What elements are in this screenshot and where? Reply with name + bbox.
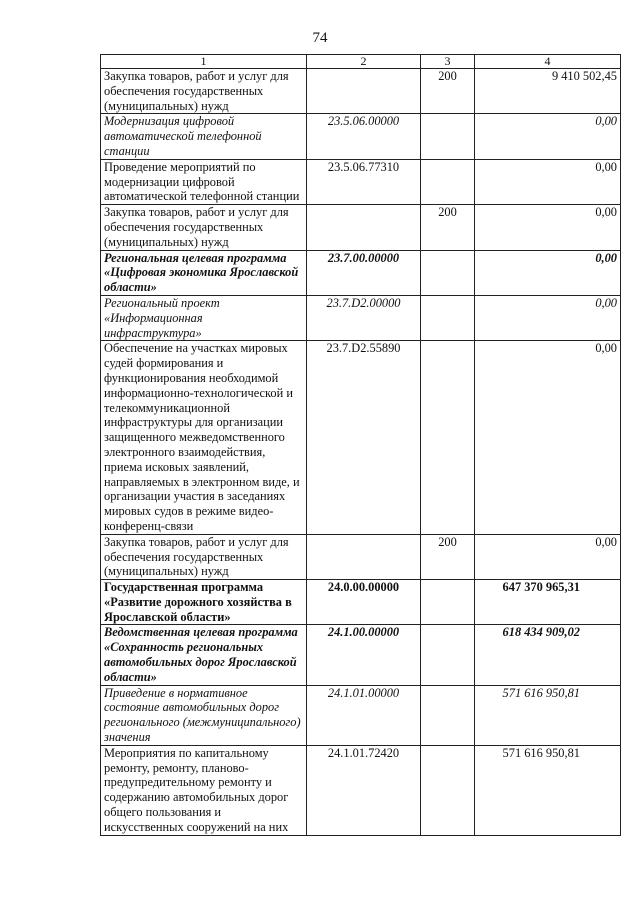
row-code: 24.1.01.72420 (307, 745, 421, 835)
row-type (421, 580, 475, 625)
table-row (101, 205, 621, 250)
row-sum: 0,00 (475, 205, 621, 250)
row-code: 23.7.00.00000 (307, 250, 421, 295)
table-row (101, 580, 621, 625)
row-name: Модернизация цифровой автоматической телефонной станции (101, 114, 307, 159)
row-name: Закупка товаров, работ и услуг для обеспечения государственных (муниципальных) нужд (101, 534, 307, 579)
row-sum: 0,00 (475, 250, 621, 295)
table-row (101, 69, 621, 114)
row-type (421, 341, 475, 534)
row-sum: 0,00 (475, 534, 621, 579)
row-sum: 0,00 (475, 114, 621, 159)
row-sum: 9 410 502,45 (475, 69, 621, 114)
row-sum: 571 616 950,81 (475, 745, 621, 835)
row-type: 200 (421, 205, 475, 250)
table-row (101, 685, 621, 745)
row-name: Проведение мероприятий по модернизации цифровой автоматической телефонной станции (101, 159, 307, 204)
row-code (307, 69, 421, 114)
row-sum: 618 434 909,02 (475, 625, 621, 685)
row-code: 23.5.06.00000 (307, 114, 421, 159)
row-code: 23.7.D2.55890 (307, 341, 421, 534)
header-col-1: 1 (101, 55, 307, 69)
row-sum: 0,00 (475, 341, 621, 534)
row-sum: 0,00 (475, 295, 621, 340)
table-row (101, 159, 621, 204)
row-name: Закупка товаров, работ и услуг для обеспечения государственных (муниципальных) нужд (101, 69, 307, 114)
row-code (307, 205, 421, 250)
row-type: 200 (421, 69, 475, 114)
table-row (101, 295, 621, 340)
table-row (101, 114, 621, 159)
row-name: Обеспечение на участках мировых судей формирования и функционирования необходимой информационно-технологической и телекоммуникационной инфраструктуры для организации защищенного межведомственного электронного взаимодействия, приема исковых заявлений, направляемых в электронном виде, и организации участия в заседаниях мировых судов в режиме видео-конференц-связи (101, 341, 307, 534)
row-code (307, 534, 421, 579)
budget-table (100, 54, 621, 836)
row-sum: 571 616 950,81 (475, 685, 621, 745)
row-name: Ведомственная целевая программа «Сохранность региональных автомобильных дорог Ярославской области» (101, 625, 307, 685)
row-type (421, 159, 475, 204)
row-code: 24.1.00.00000 (307, 625, 421, 685)
header-col-3: 3 (421, 55, 475, 69)
row-name: Мероприятия по капитальному ремонту, ремонту, планово-предупредительному ремонту и содержанию автомобильных дорог общего пользования и искусственных сооружений на них (101, 745, 307, 835)
row-type (421, 250, 475, 295)
row-type (421, 114, 475, 159)
row-name: Региональная целевая программа «Цифровая экономика Ярославской области» (101, 250, 307, 295)
row-name: Закупка товаров, работ и услуг для обеспечения государственных (муниципальных) нужд (101, 205, 307, 250)
page-number: 74 (312, 30, 328, 46)
row-code: 23.5.06.77310 (307, 159, 421, 204)
table-row (101, 341, 621, 534)
row-sum: 0,00 (475, 159, 621, 204)
row-type (421, 745, 475, 835)
row-code: 24.0.00.00000 (307, 580, 421, 625)
header-col-2: 2 (307, 55, 421, 69)
header-col-4: 4 (475, 55, 621, 69)
row-type (421, 685, 475, 745)
row-code: 23.7.D2.00000 (307, 295, 421, 340)
row-sum: 647 370 965,31 (475, 580, 621, 625)
table-row (101, 745, 621, 835)
table-row (101, 534, 621, 579)
row-name: Региональный проект «Информационная инфраструктура» (101, 295, 307, 340)
header-row (101, 55, 621, 69)
row-name: Государственная программа «Развитие дорожного хозяйства в Ярославской области» (101, 580, 307, 625)
row-name: Приведение в нормативное состояние автомобильных дорог регионального (межмуниципального) значения (101, 685, 307, 745)
row-code: 24.1.01.00000 (307, 685, 421, 745)
row-type: 200 (421, 534, 475, 579)
row-type (421, 625, 475, 685)
table-row (101, 625, 621, 685)
table-row (101, 250, 621, 295)
row-type (421, 295, 475, 340)
